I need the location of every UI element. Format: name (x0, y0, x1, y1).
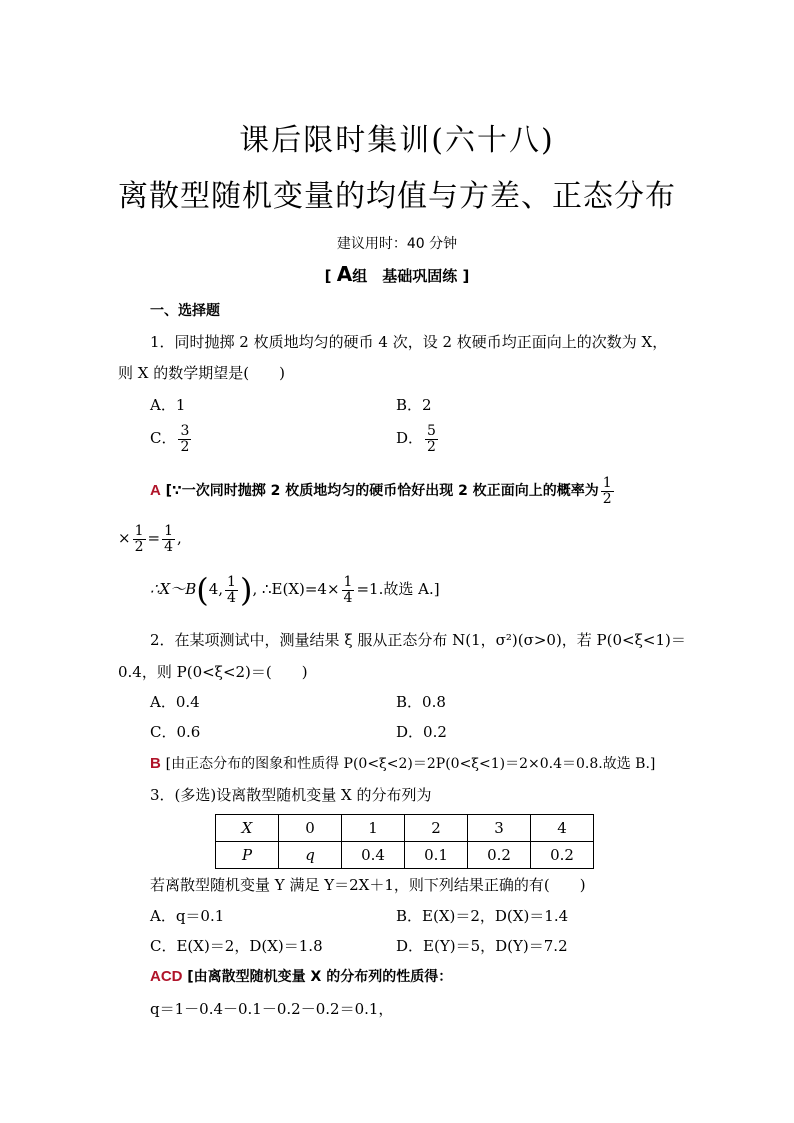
q2-option-a: A．0.4 (150, 693, 200, 711)
table-cell: 0.4 (342, 842, 405, 869)
q1-option-c-label: C． (150, 429, 177, 448)
table-cell: P (216, 842, 279, 869)
q2-stem-line1: 2．在某项测试中，测量结果 ξ 服从正态分布 N(1，σ²)(σ>0)，若 P(0<ξ<1)＝ (150, 631, 686, 649)
q1-explanation-line3: ∴X～B(4, $\frac{1}{4}$ ), ∴E(X)=4× $\frac{1}{4}$ =1.故选 A.] (150, 571, 440, 609)
q3-answer: ACD (150, 968, 183, 985)
table-cell: 0.2 (468, 842, 531, 869)
q1-answer: A (150, 482, 161, 500)
table-cell: 0 (279, 815, 342, 842)
group-bracket-close: ] (462, 267, 470, 285)
q2-stem-line2: 0.4，则 P(0<ξ<2)＝( ) (118, 663, 308, 681)
q1-option-c-fraction: $\frac{3}{2}$ (180, 423, 190, 455)
q3-stem-line1: 3．(多选)设离散型随机变量 X 的分布列为 (150, 786, 432, 804)
page-subtitle: 离散型随机变量的均值与方差、正态分布 (118, 179, 676, 214)
q1-option-d-fraction: $\frac{5}{2}$ (427, 423, 436, 455)
q2-option-b: B．0.8 (396, 693, 446, 711)
table-row (216, 815, 594, 842)
q2-explanation-text: [由正态分布的图象和性质得 P(0<ξ<2)＝2P(0<ξ<1)＝2×0.4＝0.8.故选 B.] (165, 756, 656, 772)
q1-explanation-line1 (150, 476, 616, 506)
q1-exp-fraction-4: $\frac{1}{4}$ (227, 573, 236, 606)
table-row (216, 842, 594, 869)
q3-explanation-text: [由离散型随机变量 X 的分布列的性质得： (187, 969, 453, 985)
q3-stem-line2: 若离散型随机变量 Y 满足 Y＝2X＋1，则下列结果正确的有( ) (150, 876, 586, 894)
group-letter: A (336, 262, 353, 286)
q1-explanation-line2: × $\frac{1}{2}$ = $\frac{1}{4}$ , (118, 523, 182, 555)
q1-option-b: B．2 (396, 396, 432, 414)
table-cell: 0.1 (405, 842, 468, 869)
page-title: 课后限时集训(六十八) (239, 123, 555, 158)
q1-exp-fraction-3: $\frac{1}{4}$ (164, 523, 173, 555)
q1-explanation-text: [∵一次同时抛掷 2 枚质地均匀的硬币恰好出现 2 枚正面向上的概率为 (165, 483, 599, 500)
q1-exp-fraction-1: $\frac{1}{2}$ (602, 475, 612, 507)
q3-option-d: D．E(Y)＝5，D(Y)＝7.2 (396, 937, 568, 955)
q1-option-c (150, 424, 193, 454)
table-cell: X (216, 815, 279, 842)
q1-option-d (396, 424, 440, 454)
q1-exp-fraction-5: $\frac{1}{4}$ (343, 573, 353, 606)
q1-stem-line2: 则 X 的数学期望是( ) (118, 364, 285, 382)
q1-option-d-label: D． (396, 429, 424, 448)
group-heading (0, 262, 794, 286)
q1-exp-fraction-2: $\frac{1}{2}$ (134, 523, 144, 555)
q3-explanation-line2: q＝1－0.4－0.1－0.2－0.2＝0.1， (150, 1000, 394, 1018)
q2-option-d: D．0.2 (396, 723, 447, 741)
table-cell: 4 (531, 815, 594, 842)
q2-explanation (150, 753, 655, 773)
q3-option-a: A．q＝0.1 (150, 907, 225, 925)
table-cell: 3 (468, 815, 531, 842)
q3-explanation (150, 966, 452, 986)
suggested-time: 建议用时：40 分钟 (336, 236, 458, 252)
q2-option-c: C．0.6 (150, 723, 201, 741)
table-cell: 0.2 (531, 842, 594, 869)
group-label: 组 基础巩固练 (352, 267, 458, 285)
section-heading: 一、选择题 (150, 303, 220, 319)
table-cell: 1 (342, 815, 405, 842)
group-bracket-open: [ (324, 267, 332, 285)
q1-stem-line1: 1．同时抛掷 2 枚质地均匀的硬币 4 次，设 2 枚硬币均正面向上的次数为 X， (150, 333, 668, 351)
q2-answer: B (150, 755, 161, 772)
distribution-table (215, 814, 594, 869)
table-cell: q (279, 842, 342, 869)
q1-option-a: A．1 (150, 396, 186, 414)
q3-option-c: C．E(X)＝2，D(X)＝1.8 (150, 937, 323, 955)
q3-option-b: B．E(X)＝2，D(X)＝1.4 (396, 907, 569, 925)
table-cell: 2 (405, 815, 468, 842)
